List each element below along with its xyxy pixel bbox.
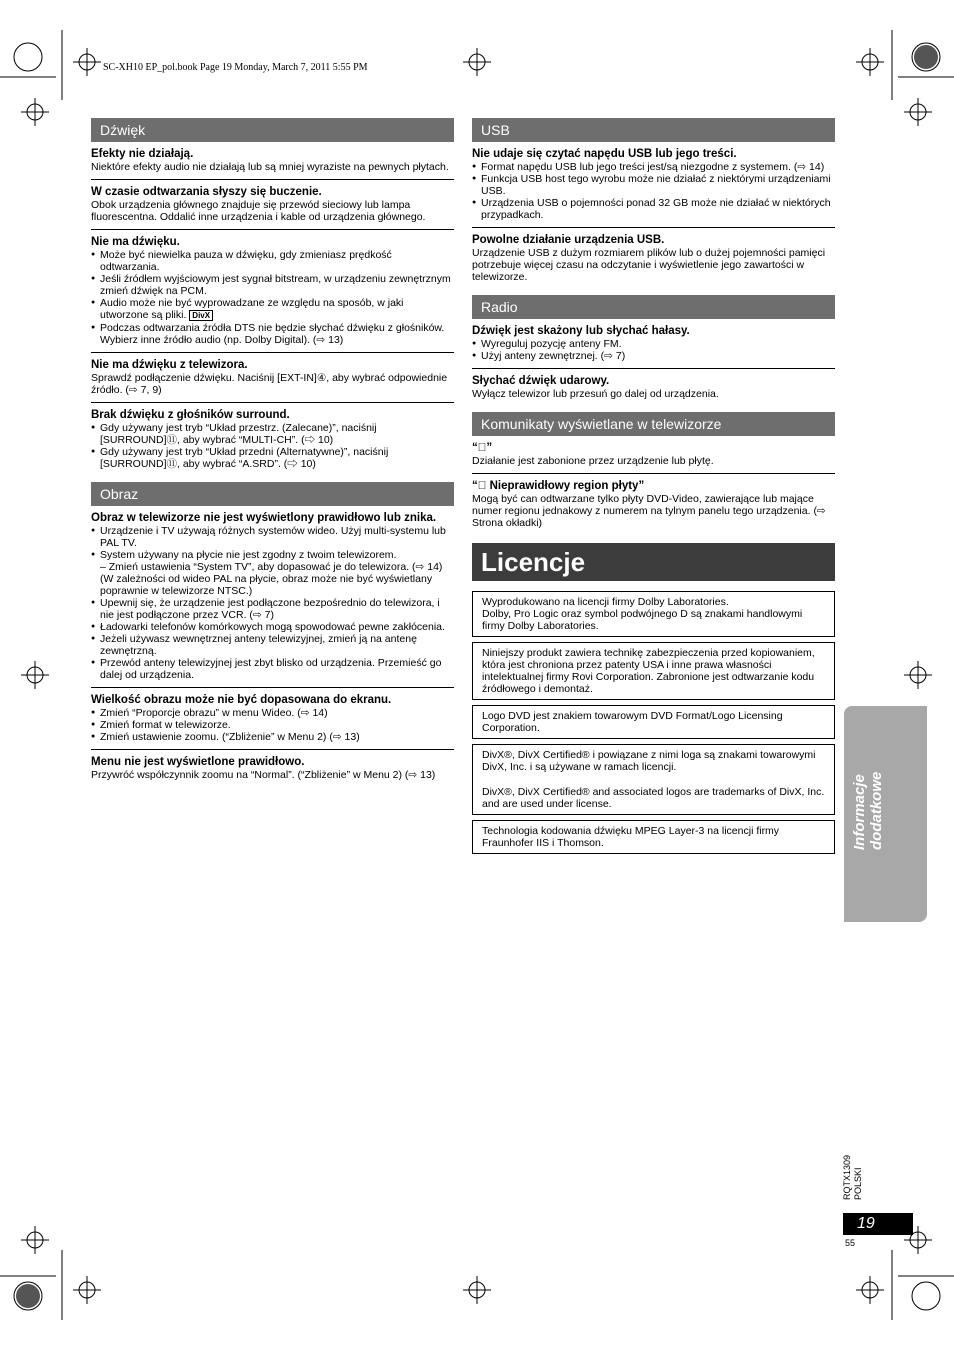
license-text-en: DivX®, DivX Certified® and associated logos are trademarks of DivX, Inc. and are used under license. [482, 786, 825, 810]
bullet: ● Zmień ustawienie zoomu. (“Zbliżenie” w Menu 2) (⇨ 13) [91, 731, 454, 743]
language-label: POLSKI [853, 1167, 863, 1201]
right-column [472, 118, 835, 854]
section-heading-tv-messages: Komunikaty wyświetlane w telewizorze [472, 412, 835, 436]
sub-item: – Zmień ustawienia “System TV”, aby dopasować je do telewizora. (⇨ 14) [100, 561, 443, 573]
bullet: ● Ładowarki telefonów komórkowych mogą spowodować pewne zakłócenia. [91, 621, 454, 633]
item-body: Przywróć współczynnik zoomu na “Normal”. (“Zbliżenie” w Menu 2) (⇨ 13) [91, 769, 436, 781]
section-heading-licencje: Licencje [472, 543, 835, 581]
bullet: ● Urządzenie i TV używają różnych systemów wideo. Użyj multi-systemu lub PAL TV. [91, 525, 454, 549]
item-title: Brak dźwięku z głośników surround. [91, 409, 290, 421]
divx-tag: DivX [189, 310, 213, 321]
section-heading-obraz: Obraz [91, 482, 454, 506]
item-title: “⃠” [472, 442, 493, 454]
section-heading-radio: Radio [472, 295, 835, 319]
divider [472, 368, 835, 369]
item-title: Nie ma dźwięku z telewizora. [91, 359, 248, 371]
bullet: ● Zmień “Proporcje obrazu” w menu Wideo. (⇨ 14) [91, 707, 454, 719]
item-body: Obok urządzenia głównego znajduje się przewód sieciowy lub lampa fluorescentna. Oddalić inne urządzenia i kable od urządzenia głównego. [91, 199, 426, 223]
item-body: Wyłącz telewizor lub przesuń go dalej od urządzenia. [472, 388, 719, 400]
item-title: “⃠ Nieprawidłowy region płyty” [472, 480, 645, 492]
doc-code: RQTX1309 [842, 1155, 852, 1201]
doc-code-block [842, 1155, 864, 1200]
bullet: ● Urządzenia USB o pojemności ponad 32 GB może nie działać w niektórych przypadkach. [472, 197, 835, 221]
bullet: ● Wyreguluj pozycję anteny FM. [472, 338, 835, 350]
divider [472, 473, 835, 474]
bullet: ● Funkcja USB host tego wyrobu może nie działać z niektórymi urządzeniami USB. [472, 173, 835, 197]
divider [472, 227, 835, 228]
bullet: ● Jeśli źródłem wyjściowym jest sygnał bitstream, w urządzeniu zewnętrznym zmień dźwięk na PCM. [91, 273, 454, 297]
divider [91, 229, 454, 230]
bullet: ● Podczas odtwarzania źródła DTS nie będzie słychać dźwięku z głośników. Wybierz inne źródło audio (np. Dolby Digital). (⇨ 13) [91, 322, 454, 346]
bullet: ● Zmień format w telewizorze. [91, 719, 454, 731]
side-tab-label: Informacje dodatkowe [851, 771, 885, 850]
bullet: ● Może być niewielka pauza w dźwięku, gdy zmieniasz prędkość odtwarzania. [91, 249, 454, 273]
bullet: ● Upewnij się, że urządzenie jest podłączone bezpośrednio do telewizora, i nie jest podłączone przez VCR. (⇨ 7) [91, 597, 454, 621]
print-header: SC-XH10 EP_pol.book Page 19 Monday, March 7, 2011 5:55 PM [103, 62, 368, 73]
item-body: Mogą być can odtwarzane tylko płyty DVD-Video, zawierające lub mające numer regionu jednakowy z numerem na tylnym panelu tego urządzenia. (⇨ Strona okładki) [472, 493, 826, 529]
section-heading-dzwiek: Dźwięk [91, 118, 454, 142]
bullet: ● Gdy używany jest tryb “Układ przedni (Alternatywne)”, naciśnij [SURROUND]⑪, aby wybrać “A.SRD”. (⇨ 10) [91, 446, 454, 470]
license-box-dvd: Logo DVD jest znakiem towarowym DVD Format/Logo Licensing Corporation. [472, 705, 835, 739]
section-heading-usb: USB [472, 118, 835, 142]
divider [91, 402, 454, 403]
bullet: ● Przewód anteny telewizyjnej jest zbyt blisko od urządzenia. Przemieść go dalej od urządzenia. [91, 657, 454, 681]
bullet: ● Gdy używany jest tryb “Układ przestrz. (Zalecane)”, naciśnij [SURROUND]⑪, aby wybrać “MULTI-CH”. (⇨ 10) [91, 422, 454, 446]
item-title: Nie udaje się czytać napędu USB lub jego treści. [472, 148, 737, 160]
item-title: Efekty nie działają. [91, 148, 194, 160]
item-title: Wielkość obrazu może nie być dopasowana do ekranu. [91, 694, 392, 706]
item-title: Nie ma dźwięku. [91, 236, 180, 248]
bullet-text: Audio może nie być wyprowadzane ze względu na sposób, w jaki utworzone są pliki. [100, 297, 404, 321]
item-title: W czasie odtwarzania słyszy się buczenie. [91, 186, 322, 198]
sub-item: (W zależności od wideo PAL na płycie, obraz może nie być wyświetlany poprawnie w telewizorze NTSC.) [100, 573, 433, 597]
divider [91, 179, 454, 180]
item-title: Słychać dźwięk udarowy. [472, 375, 610, 387]
page-number: 19 [843, 1213, 913, 1235]
license-box-mp3: Technologia kodowania dźwięku MPEG Layer-3 na licencji firmy Fraunhofer IIS i Thomson. [472, 820, 835, 854]
left-column [91, 118, 454, 781]
license-box-divx [472, 744, 835, 815]
bullet: ● Jeżeli używasz wewnętrznej anteny telewizyjnej, zmień ją na antenę zewnętrzną. [91, 633, 454, 657]
license-box-rovi: Niniejszy produkt zawiera technikę zabezpieczenia przed kopiowaniem, która jest chroniona przez patenty USA i inne prawa własności intelektualnej firmy Rovi Corporation. Zabronione jest odtwarzanie kodu źródłowego i demontaż. [472, 642, 835, 700]
license-text-pl: DivX®, DivX Certified® i powiązane z nimi loga są znakami towarowymi DivX, Inc. i są używane w ramach licencji. [482, 749, 816, 773]
divider [91, 352, 454, 353]
bullet [91, 297, 454, 322]
bullet: ● Format napędu USB lub jego treści jest/są niezgodne z systemem. (⇨ 14) [472, 161, 835, 173]
item-title: Powolne działanie urządzenia USB. [472, 234, 665, 246]
item-body: Działanie jest zabonione przez urządzenie lub płytę. [472, 455, 714, 467]
bullet: ● System używany na płycie nie jest zgodny z twoim telewizorem. [91, 549, 454, 561]
page-number-small: 55 [845, 1238, 856, 1248]
item-title: Menu nie jest wyświetlone prawidłowo. [91, 756, 305, 768]
divider [91, 687, 454, 688]
item-body: Niektóre efekty audio nie działają lub są mniej wyraziste na pewnych płytach. [91, 161, 449, 173]
bullet: ● Użyj anteny zewnętrznej. (⇨ 7) [472, 350, 835, 362]
item-title: Dźwięk jest skażony lub słychać hałasy. [472, 325, 690, 337]
item-body: Urządzenie USB z dużym rozmiarem plików lub o dużej pojemności pamięci potrzebuje więcej czasu na odczytanie i wyświetlenie jego zawartości w telewizorze. [472, 247, 826, 283]
divider [91, 749, 454, 750]
item-body: Sprawdź podłączenie dźwięku. Naciśnij [EXT-IN]④, aby wybrać odpowiednie źródło. (⇨ 7, 9) [91, 372, 448, 396]
license-box-dolby: Wyprodukowano na licencji firmy Dolby Laboratories. Dolby, Pro Logic oraz symbol podwójnego D są znakami handlowymi firmy Dolby Laboratories. [472, 591, 835, 637]
item-title: Obraz w telewizorze nie jest wyświetlony prawidłowo lub znika. [91, 512, 437, 524]
